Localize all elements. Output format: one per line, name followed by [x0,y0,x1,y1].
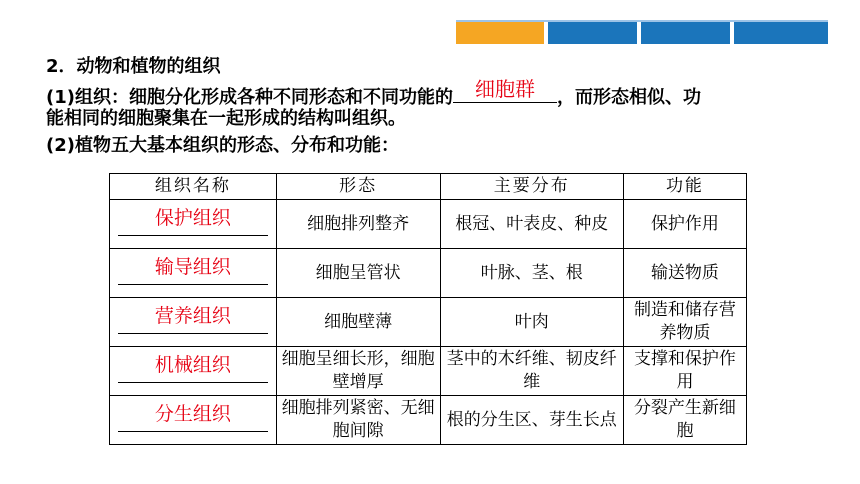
answer-blank [118,401,268,432]
distribution-cell: 根冠、叶表皮、种皮 [440,200,623,249]
tissue-name: 机械组织 [154,354,231,376]
function-cell: 保护作用 [623,200,746,249]
function-cell: 制造和储存营养物质 [623,298,746,347]
tissue-name: 营养组织 [154,305,231,327]
header-distribution: 主要分布 [440,174,623,200]
function-cell: 支撑和保护作用 [623,347,746,396]
table-row [110,396,747,445]
header-segment-blue-2 [641,22,730,44]
answer-blank [118,352,268,383]
tissue-name: 分生组织 [154,403,231,425]
answer-blank [118,303,268,334]
distribution-cell: 叶肉 [440,298,623,347]
definition-line-2: 能相同的细胞聚集在一起形成的结构叫组织。 [46,108,406,129]
table-row [110,298,747,347]
function-cell: 分裂产生新细胞 [623,396,746,445]
table-row [110,200,747,249]
answer-text: 细胞群 [474,77,535,101]
distribution-cell: 根的分生区、芽生长点 [440,396,623,445]
table-row [110,249,747,298]
tissue-name-cell [110,396,277,445]
header-function: 功能 [623,174,746,200]
tissue-table [109,173,747,445]
header-segment-blue-3 [734,22,828,44]
shape-cell: 细胞排列紧密、无细胞间隙 [276,396,440,445]
tissue-name-cell [110,298,277,347]
tissue-name-cell [110,200,277,249]
header-segment-blue-1 [548,22,637,44]
shape-cell: 细胞排列整齐 [276,200,440,249]
tissue-name: 保护组织 [154,207,231,229]
answer-blank [118,254,268,285]
header-segment-orange [456,22,544,44]
definition-suffix: ，而形态相似、功 [556,87,701,108]
section-heading: 2．动物和植物的组织 [46,56,221,77]
tissue-name-cell [110,347,277,396]
distribution-cell: 茎中的木纤维、韧皮纤维 [440,347,623,396]
answer-blank [453,77,557,103]
answer-blank [118,205,268,236]
distribution-cell: 叶脉、茎、根 [440,249,623,298]
tissue-name-cell [110,249,277,298]
table-row [110,347,747,396]
header-name: 组织名称 [110,174,277,200]
table-intro: (2)植物五大基本组织的形态、分布和功能： [46,135,399,156]
tissue-name: 输导组织 [154,256,231,278]
shape-cell: 细胞壁薄 [276,298,440,347]
shape-cell: 细胞呈管状 [276,249,440,298]
function-cell: 输送物质 [623,249,746,298]
decorative-header-bar [456,20,828,44]
header-shape: 形态 [276,174,440,200]
table-header-row [110,174,747,200]
shape-cell: 细胞呈细长形，细胞壁增厚 [276,347,440,396]
definition-prefix: (1)组织：细胞分化形成各种不同形态和不同功能的 [46,87,453,108]
